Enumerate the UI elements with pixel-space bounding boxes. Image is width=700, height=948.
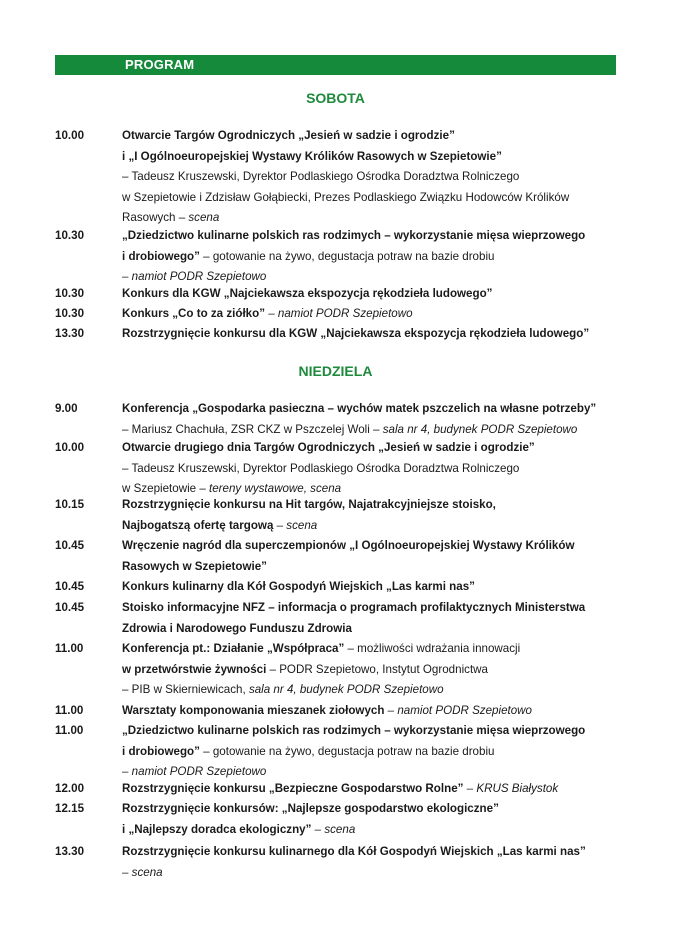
event-detail: w Szepietowie – [122,482,209,495]
event-detail: – PODR Szepietowo, Instytut Ogrodnictwa [266,662,488,676]
event-title-cont: i „I Ogólnoeuropejskiej Wystawy Królików Rasowych w Szepietowie” [122,149,502,163]
event-time: 12.15 [55,802,85,815]
program-banner [55,55,616,75]
event-location: – namiot PODR Szepietowo [384,704,533,717]
event-title-cont: i drobiowego” [122,249,200,263]
event-time: 10.30 [55,307,85,320]
event-time: 10.00 [55,129,85,142]
event-title: Wręczenie nagród dla superczempionów „I Ogólnoeuropejskiej Wystawy Królików [122,539,575,552]
event-time: 12.00 [55,782,85,795]
event-title-cont: Zdrowia i Narodowego Funduszu Zdrowia [122,621,352,635]
event-title: Rozstrzygnięcie konkursu kulinarnego dla Kół Gospodyń Wiejskich „Las karmi nas” [122,845,586,858]
event-time: 9.00 [55,402,78,415]
event-time: 10.30 [55,229,85,242]
event-time: 10.45 [55,580,85,593]
event-title: Otwarcie drugiego dnia Targów Ogrodniczych „Jesień w sadzie i ogrodzie” [122,441,535,454]
event-detail: – Tadeusz Kruszewski, Dyrektor Podlaskiego Ośrodka Doradztwa Rolniczego [122,170,520,183]
event-title: Konkurs dla KGW „Najciekawsza ekspozycja rękodzieła ludowego” [122,287,493,300]
event-time: 11.00 [55,642,84,655]
event-title: Stoisko informacyjne NFZ – informacja o programach profilaktycznych Ministerstwa [122,601,586,614]
event-title: Rozstrzygnięcie konkursów: „Najlepsze gospodarstwo ekologiczne” [122,802,499,815]
event-time: 10.30 [55,287,85,300]
event-title: „Dziedzictwo kulinarne polskich ras rodzimych – wykorzystanie mięsa wieprzowego [122,229,586,242]
event-time: 10.15 [55,498,85,511]
event-location: – namiot PODR Szepietowo [265,307,413,320]
event-title: Warsztaty komponowania mieszanek ziołowych [122,704,385,717]
event-detail: – PIB w Skierniewicach, [122,683,249,696]
event-location: tereny wystawowe, scena [209,482,342,495]
event-location: – namiot PODR Szepietowo [122,270,267,283]
event-location: – KRUS Białystok [463,782,559,795]
event-time: 13.30 [55,845,85,858]
event-location: – namiot PODR Szepietowo [122,765,267,778]
event-title: Rozstrzygnięcie konkursu na Hit targów, Najatrakcyjniejsze stoisko, [122,498,496,511]
event-title: Otwarcie Targów Ogrodniczych „Jesień w sadzie i ogrodzie” [122,129,455,142]
event-time: 11.00 [55,724,84,737]
event-location: – scena [311,822,356,836]
event-time: 13.30 [55,327,85,340]
event-detail: – Tadeusz Kruszewski, Dyrektor Podlaskiego Ośrodka Doradztwa Rolniczego [122,461,520,475]
event-title-cont: i „Najlepszy doradca ekologiczny” [122,822,312,836]
event-title: Konkurs kulinarny dla Kół Gospodyń Wiejskich „Las karmi nas” [122,580,475,593]
day-heading-sobota: SOBOTA [306,90,365,106]
event-title: „Dziedzictwo kulinarne polskich ras rodzimych – wykorzystanie mięsa wieprzowego [122,724,586,737]
event-title-cont: w przetwórstwie żywności [122,662,267,676]
event-title: Rozstrzygnięcie konkursu „Bezpieczne Gospodarstwo Rolne” [122,782,464,795]
program-title: PROGRAM [125,57,195,72]
day-heading-niedziela: NIEDZIELA [298,363,373,379]
event-title: Konferencja pt.: Działanie „Współpraca” [122,642,345,655]
event-detail: – możliwości wdrażania innowacji [344,642,521,655]
event-detail: – Mariusz Chachuła, ZSR CKZ w Pszczelej Woli – [122,422,383,436]
event-detail: w Szepietowie i Zdzisław Gołąbiecki, Prezes Podlaskiego Związku Hodowców Królików [122,190,570,204]
event-title-cont: i drobiowego” [122,744,200,758]
event-location: sala nr 4, budynek PODR Szepietowo [248,683,444,696]
event-detail: – gotowanie na żywo, degustacja potraw na bazie drobiu [199,744,495,758]
event-time: 11.00 [55,704,84,717]
event-title: Rozstrzygnięcie konkursu dla KGW „Najciekawsza ekspozycja rękodzieła ludowego” [122,327,590,340]
event-title: Konferencja „Gospodarka pasieczna – wychów matek pszczelich na własne potrzeby” [122,402,597,415]
event-detail: Rasowych – [122,211,189,224]
event-location: scena [188,211,220,224]
event-time: 10.45 [55,539,85,552]
event-title-cont: Najbogatszą ofertę targową [122,518,274,532]
event-location: – scena [122,865,163,879]
event-title-cont: Rasowych w Szepietowie” [122,559,267,573]
event-location: sala nr 4, budynek PODR Szepietowo [382,422,578,436]
event-detail: – gotowanie na żywo, degustacja potraw na bazie drobiu [199,249,495,263]
event-location: – scena [273,518,318,532]
event-time: 10.45 [55,601,85,614]
event-time: 10.00 [55,441,85,454]
event-title: Konkurs „Co to za ziółko” [122,307,265,320]
